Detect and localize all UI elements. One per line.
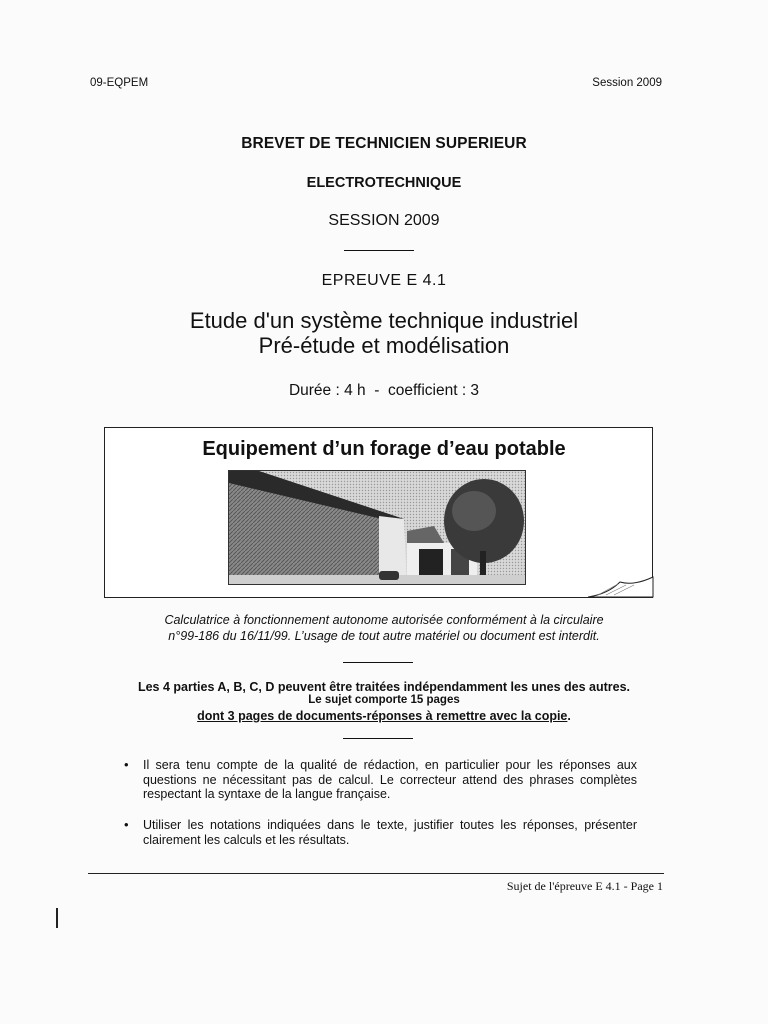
footer-rule: [88, 873, 664, 874]
parts-notice: Les 4 parties A, B, C, D peuvent être traitées indépendamment les unes des autres.: [137, 680, 631, 694]
calculator-notice-line-1: Calculatrice à fonctionnement autonome autorisée conformément à la circulaire: [164, 613, 604, 627]
divider: [344, 250, 414, 251]
building-photo: [228, 470, 526, 585]
calculator-notice: [90, 612, 678, 644]
diploma-title: BREVET DE TECHNICIEN SUPERIEUR: [241, 135, 527, 152]
list-item: [125, 818, 637, 847]
list-item-text: Utiliser les notations indiquées dans le texte, justifier toutes les réponses, présenter clairement les calculs et les résultats.: [143, 818, 637, 847]
pages-count: Le sujet comporte 15 pages: [308, 694, 460, 706]
page-footer: Sujet de l'épreuve E 4.1 - Page 1: [506, 879, 663, 893]
bullet-icon: •: [124, 757, 129, 772]
answer-pages-period: .: [567, 709, 571, 723]
page-curl-icon: [588, 576, 656, 602]
list-item: [125, 758, 637, 802]
session-title: SESSION 2009: [328, 212, 440, 229]
subject-box-title: Equipement d’un forage d’eau potable: [202, 438, 566, 460]
building-photo-illustration: [229, 471, 526, 585]
answer-pages-text: dont 3 pages de documents-réponses à remettre avec la copie: [197, 709, 568, 723]
header-session: Session 2009: [592, 77, 662, 89]
subject-line-1: Etude d'un système technique industriel: [189, 308, 579, 333]
divider: [343, 738, 413, 739]
specialty-title: ELECTROTECHNIQUE: [306, 175, 462, 191]
header-code: 09-EQPEM: [90, 77, 149, 89]
margin-mark: [56, 908, 58, 928]
subject-title: [0, 308, 768, 358]
calculator-notice-line-2: n°99-186 du 16/11/99. L’usage de tout autre matériel ou document est interdit.: [168, 629, 600, 643]
bullet-icon: •: [124, 817, 129, 832]
duration-coefficient: Durée : 4 h - coefficient : 3: [288, 382, 480, 399]
answer-pages-notice: [0, 709, 768, 723]
subject-line-2: Pré-étude et modélisation: [258, 333, 510, 358]
divider: [343, 662, 413, 663]
exam-code: EPREUVE E 4.1: [321, 272, 447, 289]
list-item-text: Il sera tenu compte de la qualité de rédaction, en particulier pour les réponses aux questions ne nécessitant pas de calcul. Le correcteur attend des phrases complètes respectant la syntaxe de la langue française.: [143, 758, 637, 801]
